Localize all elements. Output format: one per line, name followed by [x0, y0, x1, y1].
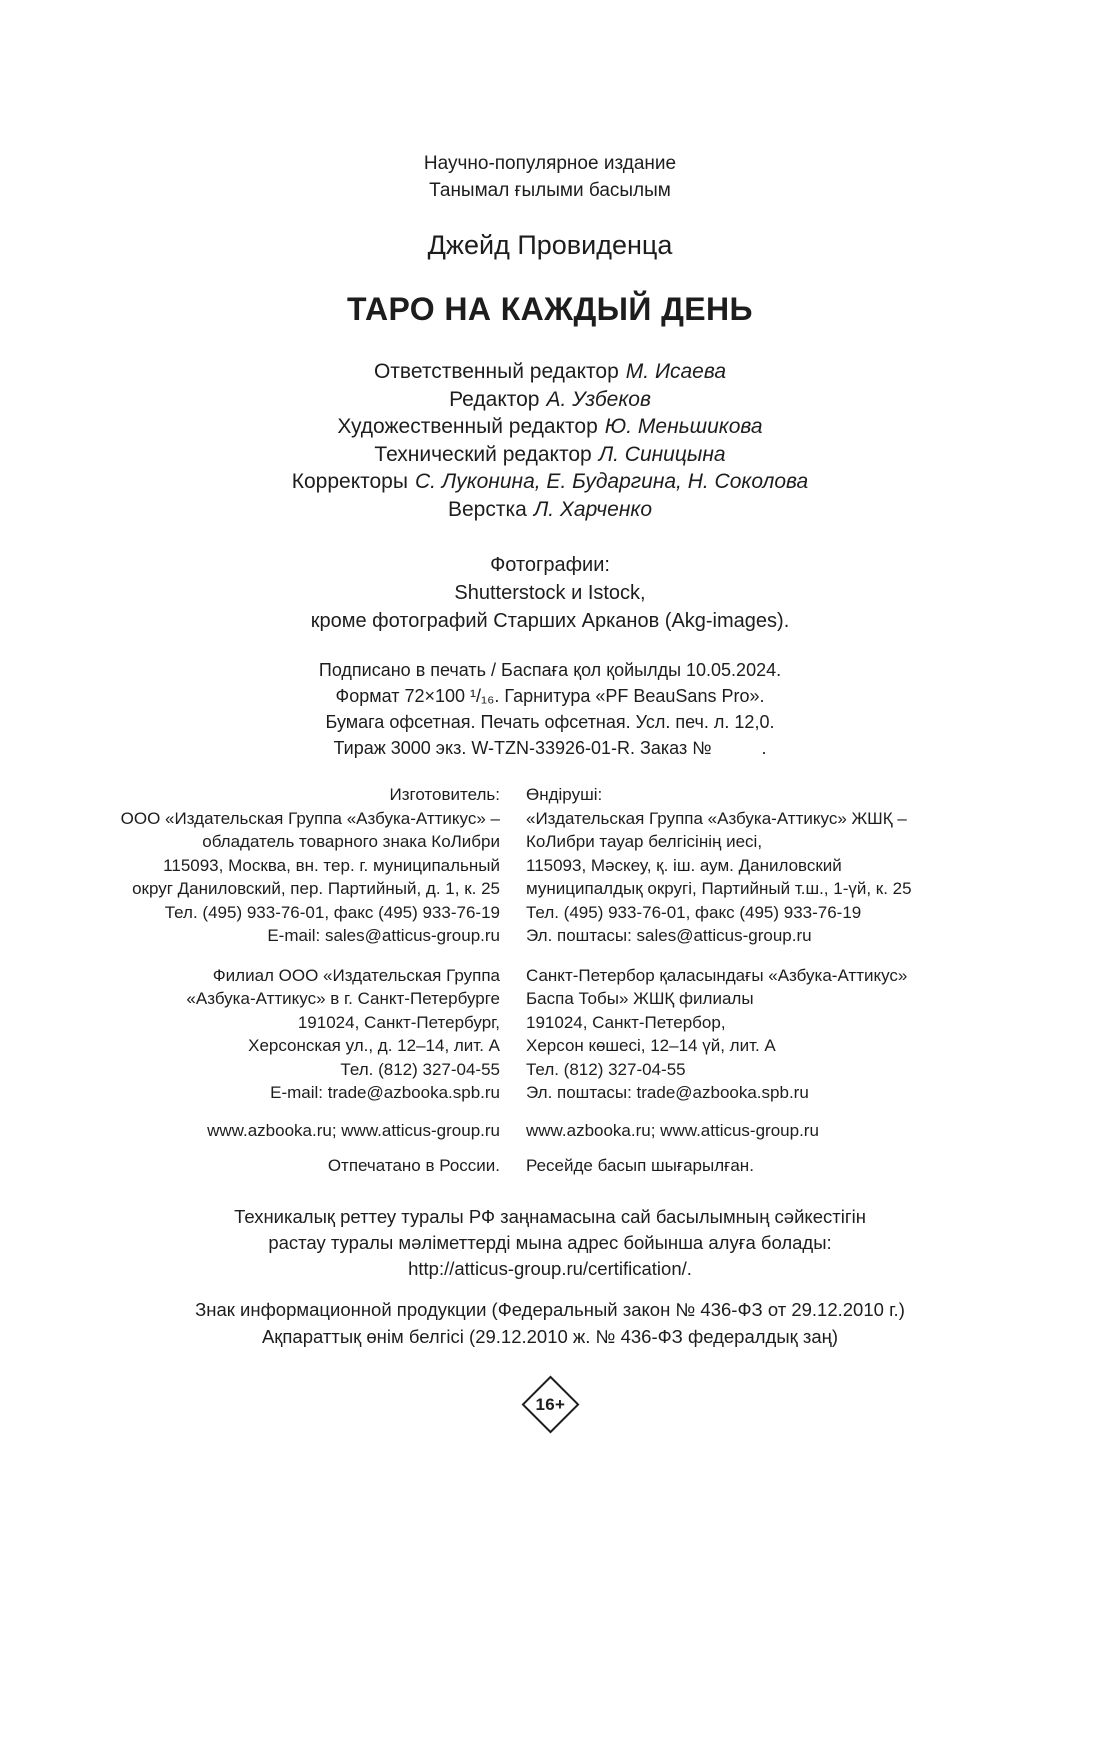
manufacturer-line: КоЛибри тауар белгісінің иесі, — [526, 832, 763, 851]
photos-heading: Фотографии: — [490, 554, 610, 576]
manufacturer-line: «Издательская Группа «Азбука-Аттикус» ЖШҚ – — [526, 808, 907, 828]
branch-kz-column — [526, 964, 936, 1105]
manufacturer-line: муниципалдық округі, Партийный т.ш., 1-үй, к. 25 — [526, 879, 912, 898]
credit-line-art-editor — [0, 413, 1100, 441]
info-product-law-block — [0, 1296, 1100, 1350]
websites-ru-column — [108, 1119, 500, 1143]
websites-section — [108, 1119, 948, 1143]
credit-role: Художественный редактор — [337, 415, 598, 438]
credit-role: Корректоры — [291, 470, 408, 493]
credit-person: Л. Харченко — [533, 497, 652, 521]
manufacturer-line: округ Даниловский, пер. Партийный, д. 1, к. 25 — [132, 879, 500, 898]
edition-type-ru: Научно-популярное издание — [423, 153, 677, 174]
printed-in-kz-column — [526, 1154, 936, 1178]
branch-line: 191024, Санкт-Петербург, — [297, 1012, 500, 1032]
certification-line: Техникалық реттеу туралы РФ заңнамасына сай басылымның сәйкестігін — [234, 1205, 866, 1227]
manufacturer-email: E-mail: sales@atticus-group.ru — [267, 926, 500, 945]
print-format-line: Формат 72×100 ¹/₁₆. Гарнитура «PF BeauSans Pro». — [335, 686, 765, 706]
credits-block — [0, 358, 1100, 523]
branch-line: Филиал ООО «Издательская Группа — [212, 965, 500, 985]
age-rating-label: 16+ — [535, 1394, 565, 1413]
branch-line: Тел. (812) 327-04-55 — [340, 1059, 500, 1079]
website-urls: www.azbooka.ru; www.atticus-group.ru — [526, 1120, 819, 1140]
certification-url: http://atticus-group.ru/certification/. — [408, 1257, 692, 1279]
branch-email: Эл. поштасы: trade@azbooka.spb.ru — [526, 1083, 809, 1102]
certification-block — [0, 1204, 1100, 1282]
age-rating-badge — [0, 1384, 1100, 1425]
manufacturer-line: Өндіруші: — [526, 785, 603, 804]
branch-line: «Азбука-Аттикус» в г. Санкт-Петербурге — [186, 989, 500, 1008]
manufacturer-line: ООО «Издательская Группа «Азбука-Аттикус» – — [120, 808, 500, 828]
print-paper-line: Бумага офсетная. Печать офсетная. Усл. печ. л. 12,0. — [325, 712, 775, 732]
printed-in-line: Отпечатано в России. — [327, 1156, 500, 1175]
manufacturer-line: Тел. (495) 933-76-01, факс (495) 933-76-19 — [164, 902, 500, 922]
printed-in-section — [108, 1154, 948, 1178]
branch-ru-column — [108, 964, 500, 1105]
credit-person: М. Исаева — [625, 360, 727, 383]
printed-in-ru-column — [108, 1154, 500, 1178]
credit-person: Л. Синицына — [598, 442, 726, 466]
credit-role: Технический редактор — [374, 442, 592, 466]
manufacturer-ru-column — [108, 783, 500, 948]
manufacturer-line: 115093, Мәскеу, қ. іш. аум. Даниловский — [526, 855, 842, 875]
credit-person: Ю. Меньшикова — [604, 415, 763, 438]
author-name: Джейд Провиденца — [427, 230, 673, 260]
branch-line: Тел. (812) 327-04-55 — [526, 1059, 686, 1079]
print-info-block — [0, 647, 1100, 761]
photos-block — [0, 533, 1100, 635]
photos-line: кроме фотографий Старших Арканов (Akg-images). — [310, 610, 790, 632]
credit-line-editor — [0, 386, 1100, 414]
credit-line-executive-editor — [0, 358, 1100, 386]
branch-line: Херсон көшесі, 12–14 үй, лит. А — [526, 1036, 776, 1055]
age-rating-diamond-icon — [521, 1375, 579, 1433]
manufacturer-section — [108, 783, 948, 948]
photos-line: Shutterstock и Istock, — [454, 582, 646, 604]
credit-role: Редактор — [449, 387, 540, 411]
branch-line: 191024, Санкт-Петербор, — [526, 1012, 726, 1032]
certification-line: растау туралы мәліметтерді мына адрес бойынша алуға болады: — [268, 1231, 832, 1253]
print-date-line: Подписано в печать / Баспаға қол қойылды 10.05.2024. — [318, 660, 782, 680]
credit-line-layout — [0, 496, 1100, 524]
branch-line: Баспа Тобы» ЖШҚ филиалы — [526, 989, 754, 1008]
manufacturer-line: обладатель товарного знака КоЛибри — [202, 832, 500, 851]
credit-role: Ответственный редактор — [373, 360, 619, 383]
website-urls: www.azbooka.ru; www.atticus-group.ru — [207, 1120, 500, 1140]
manufacturer-line: Изготовитель: — [389, 785, 500, 804]
credit-person: С. Луконина, Е. Бударгина, Н. Соколова — [414, 470, 809, 493]
print-circulation-line: Тираж 3000 экз. W-TZN-33926-01-R. Заказ № . — [333, 738, 767, 758]
credit-person: А. Узбеков — [546, 387, 651, 411]
credit-role: Верстка — [448, 497, 527, 521]
edition-type-kz: Танымал ғылыми басылым — [429, 180, 671, 201]
branch-line: Санкт-Петербор қаласындағы «Азбука-Аттикус» — [526, 965, 908, 985]
info-law-line-kz: Ақпараттық өнім белгісі (29.12.2010 ж. № 436-ФЗ федералдық заң) — [261, 1325, 839, 1347]
printed-in-line: Ресейде басып шығарылған. — [526, 1156, 754, 1175]
branch-line: Херсонская ул., д. 12–14, лит. А — [248, 1036, 500, 1055]
manufacturer-line: Тел. (495) 933-76-01, факс (495) 933-76-19 — [526, 902, 862, 922]
manufacturer-kz-column — [526, 783, 936, 948]
credit-line-technical-editor — [0, 441, 1100, 469]
info-law-line-ru: Знак информационной продукции (Федеральный закон № 436-ФЗ от 29.12.2010 г.) — [195, 1298, 905, 1320]
manufacturer-line: 115093, Москва, вн. тер. г. муниципальный — [163, 855, 500, 875]
branch-section — [108, 964, 948, 1105]
credit-line-proofreaders — [0, 468, 1100, 496]
branch-email: E-mail: trade@azbooka.spb.ru — [270, 1083, 500, 1102]
book-title: ТАРО НА КАЖДЫЙ ДЕНЬ — [347, 291, 753, 327]
manufacturer-email: Эл. поштасы: sales@atticus-group.ru — [526, 926, 812, 945]
websites-kz-column — [526, 1119, 936, 1143]
edition-type-block — [0, 150, 1100, 204]
